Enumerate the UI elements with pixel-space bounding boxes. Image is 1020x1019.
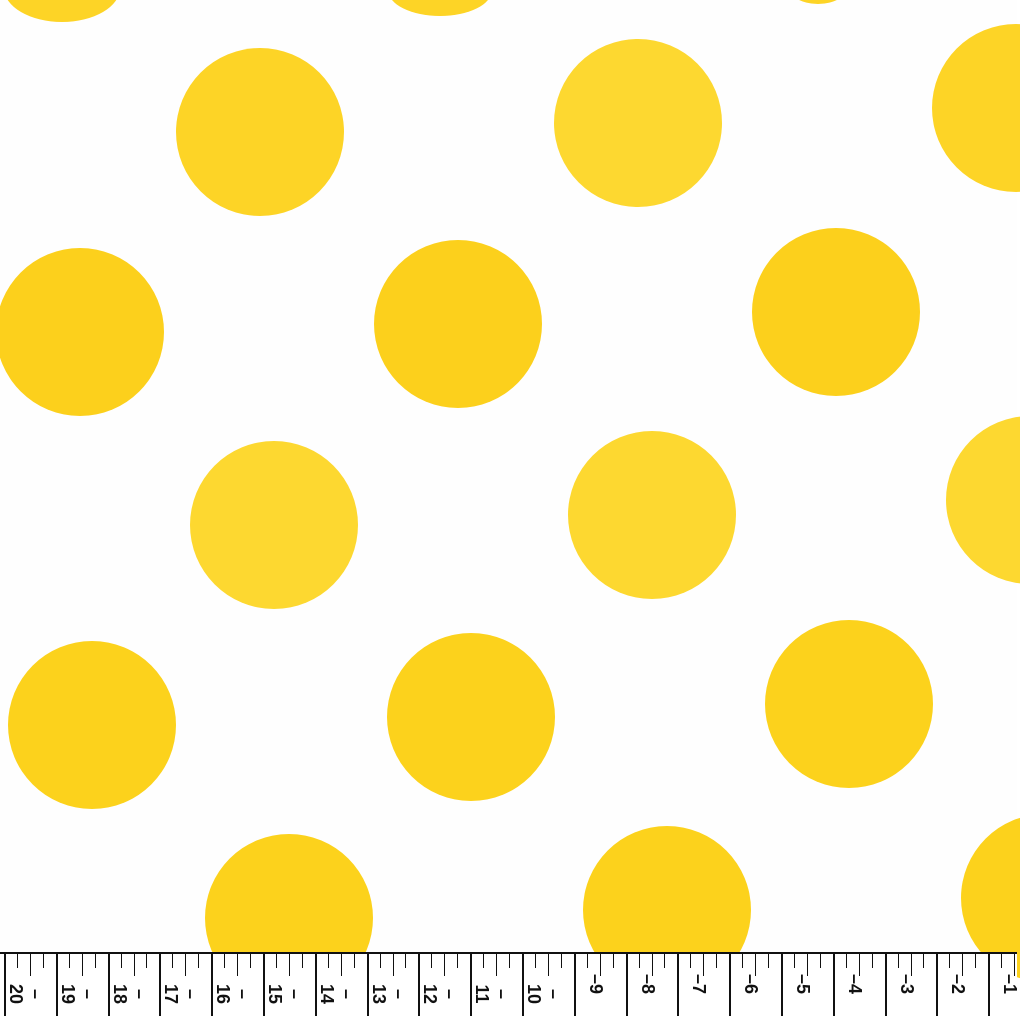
ruler-minor-tick [250, 954, 251, 968]
ruler-minor-tick [69, 954, 70, 968]
ruler-minor-tick [690, 954, 691, 968]
ruler-label: –15 [265, 983, 305, 1005]
polka-dot [190, 441, 358, 609]
ruler-minor-tick [742, 954, 743, 968]
ruler-label: –6 [741, 973, 762, 995]
polka-dot [788, 0, 848, 4]
ruler-minor-tick [1001, 954, 1002, 968]
ruler-label: –7 [689, 973, 710, 995]
ruler-label: –11 [472, 984, 513, 1004]
ruler-minor-tick [224, 954, 225, 968]
ruler-label: –14 [316, 983, 357, 1005]
ruler-major-tick [833, 954, 835, 1016]
ruler-label: –3 [896, 973, 917, 995]
ruler-minor-tick [185, 954, 186, 976]
ruler-minor-tick [496, 954, 497, 976]
ruler-major-tick [574, 954, 576, 1016]
ruler-minor-tick [872, 954, 873, 968]
ruler-minor-tick [43, 954, 44, 968]
ruler-major-tick [781, 954, 783, 1016]
ruler-label: –17 [161, 983, 202, 1005]
ruler-major-tick [988, 954, 990, 1016]
ruler-label: –12 [420, 983, 461, 1005]
ruler-minor-tick [548, 954, 549, 976]
ruler-label: –9 [585, 973, 606, 995]
ruler-minor-tick [198, 954, 199, 968]
ruler-minor-tick [949, 954, 950, 968]
ruler-label: –4 [844, 973, 865, 995]
polka-dot [752, 228, 920, 396]
ruler-minor-tick [846, 954, 847, 968]
ruler-label: –20 [6, 983, 46, 1005]
polka-dot [554, 39, 722, 207]
ruler-label: –5 [793, 973, 813, 995]
ruler-minor-tick [380, 954, 381, 968]
ruler-label: –18 [109, 983, 150, 1005]
ruler-minor-tick [405, 954, 406, 968]
polka-dot [387, 633, 555, 801]
polka-dot [176, 48, 344, 216]
ruler-minor-tick [354, 954, 355, 968]
ruler-major-tick [677, 954, 679, 1016]
ruler-minor-tick [328, 954, 329, 968]
ruler-minor-tick [431, 954, 432, 968]
ruler-label: –10 [524, 983, 564, 1005]
ruler-minor-tick [975, 954, 976, 968]
ruler-minor-tick [302, 954, 303, 968]
ruler-label: –2 [948, 973, 969, 995]
polka-dot [4, 0, 120, 22]
ruler-minor-tick [820, 954, 821, 968]
ruler-label: –8 [637, 973, 658, 995]
ruler-major-tick [626, 954, 628, 1016]
ruler-minor-tick [82, 954, 83, 976]
ruler-minor-tick [923, 954, 924, 968]
ruler-minor-tick [483, 954, 484, 968]
ruler-minor-tick [134, 954, 135, 976]
ruler-minor-tick [587, 954, 588, 968]
polka-dot [946, 416, 1020, 584]
ruler-minor-tick [457, 954, 458, 968]
ruler-minor-tick [535, 954, 536, 968]
ruler-minor-tick [121, 954, 122, 968]
ruler-minor-tick [237, 954, 238, 976]
ruler-minor-tick [768, 954, 769, 968]
polka-dot [8, 641, 176, 809]
polka-dot [388, 0, 492, 16]
ruler-minor-tick [30, 954, 31, 976]
ruler-minor-tick [146, 954, 147, 968]
polka-dot [932, 24, 1020, 192]
ruler-minor-tick [613, 954, 614, 968]
ruler-minor-tick [561, 954, 562, 968]
ruler-minor-tick [444, 954, 445, 976]
ruler-minor-tick [794, 954, 795, 968]
polka-dot [0, 248, 164, 416]
ruler-minor-tick [639, 954, 640, 968]
ruler-minor-tick [276, 954, 277, 968]
ruler-minor-tick [898, 954, 899, 968]
ruler-minor-tick [341, 954, 342, 976]
ruler-minor-tick [95, 954, 96, 968]
ruler-label: –1 [1000, 973, 1020, 995]
measuring-ruler [0, 952, 1020, 1019]
ruler-label: –13 [368, 983, 409, 1005]
polka-dot [568, 431, 736, 599]
ruler-minor-tick [172, 954, 173, 968]
polka-dot [374, 240, 542, 408]
ruler-minor-tick [289, 954, 290, 976]
ruler-major-tick [885, 954, 887, 1016]
ruler-minor-tick [664, 954, 665, 968]
ruler-label: –19 [57, 983, 98, 1005]
ruler-minor-tick [509, 954, 510, 968]
ruler-minor-tick [393, 954, 394, 976]
ruler-major-tick [936, 954, 938, 1016]
ruler-minor-tick [17, 954, 18, 968]
ruler-label: –16 [213, 983, 254, 1005]
ruler-minor-tick [716, 954, 717, 968]
polka-dot [765, 620, 933, 788]
ruler-major-tick [729, 954, 731, 1016]
